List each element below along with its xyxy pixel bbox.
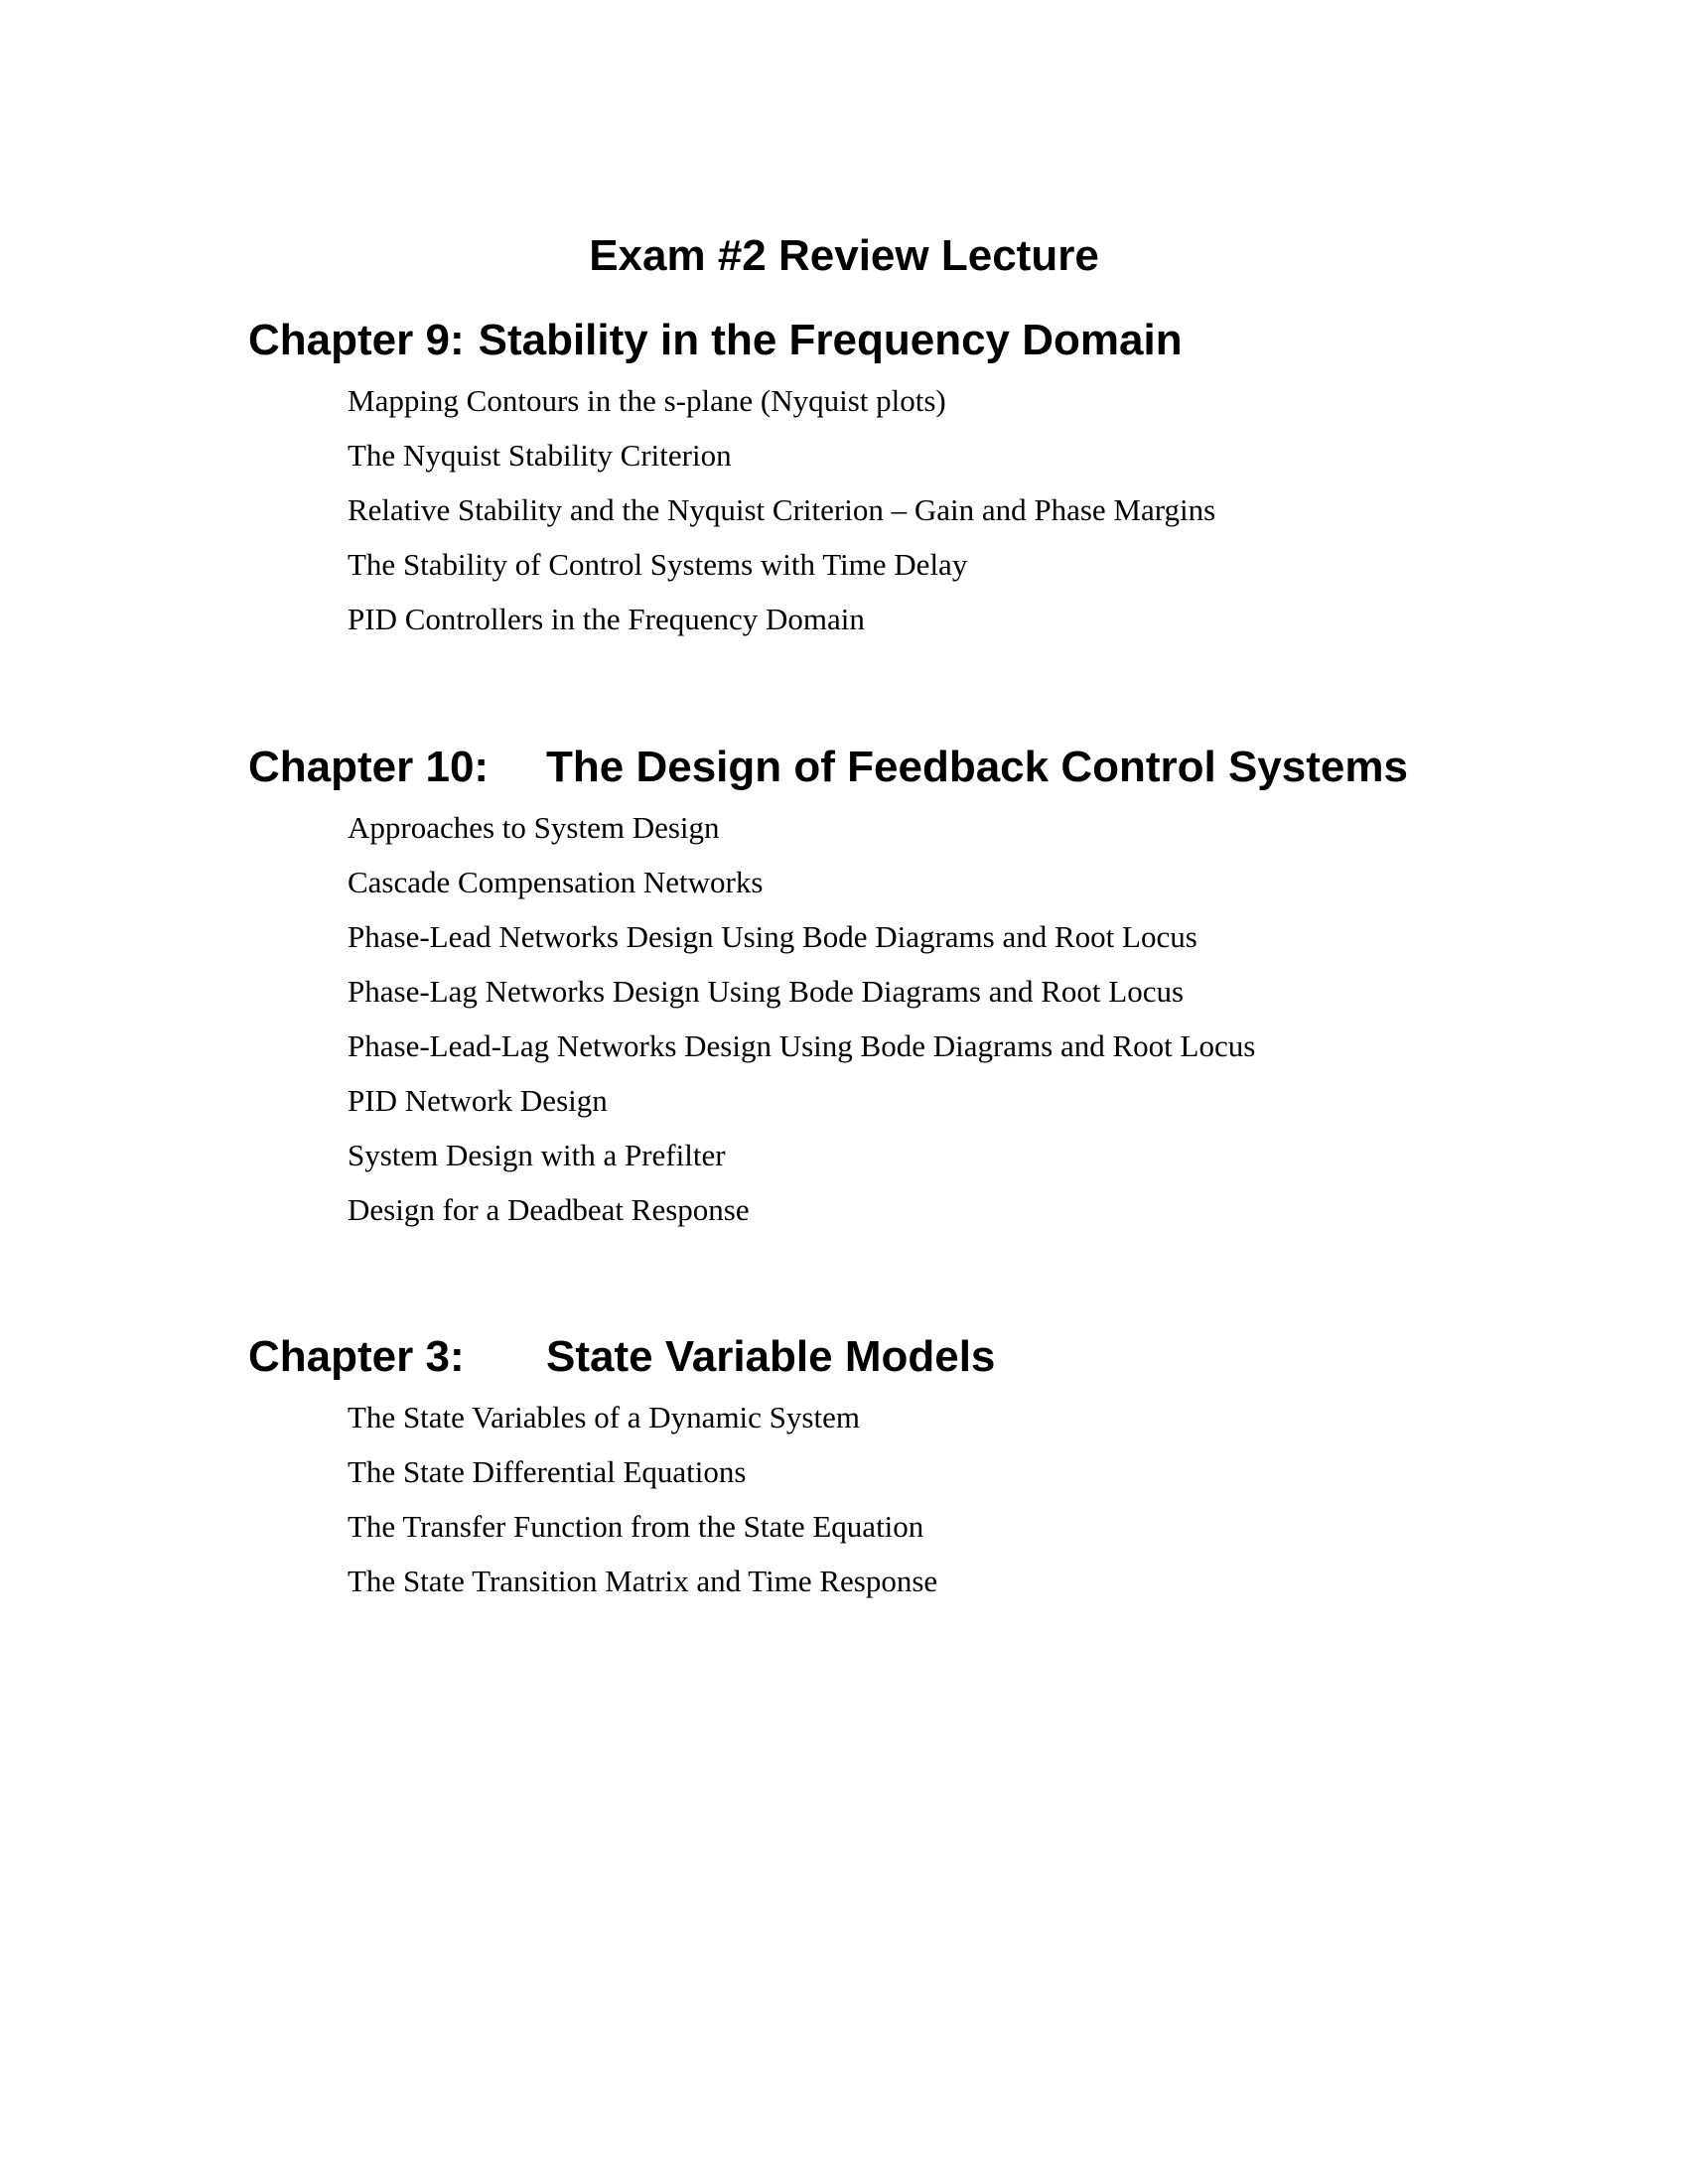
topic-item: Relative Stability and the Nyquist Criterion – Gain and Phase Margins: [348, 492, 1216, 527]
topic-item: Design for a Deadbeat Response: [348, 1192, 750, 1227]
chapter-3-section: [248, 1330, 1539, 1608]
chapter-number: Chapter 10:: [248, 743, 490, 791]
topic-item: Cascade Compensation Networks: [348, 865, 764, 899]
chapter-name: State Variable Models: [546, 1332, 996, 1381]
page-title: Exam #2 Review Lecture: [589, 231, 1099, 280]
topic-item: Phase-Lag Networks Design Using Bode Diagrams and Root Locus: [348, 974, 1185, 1009]
topic-item: Phase-Lead Networks Design Using Bode Diagrams and Root Locus: [348, 919, 1197, 954]
chapter-heading: [248, 1330, 1539, 1384]
topic-list: [248, 1390, 1539, 1608]
chapter-name: Stability in the Frequency Domain: [478, 316, 1183, 364]
topic-item: The State Transition Matrix and Time Response: [348, 1564, 938, 1598]
chapter-10-section: [248, 741, 1539, 1237]
topic-item: Mapping Contours in the s-plane (Nyquist plots): [348, 383, 946, 418]
chapter-number: Chapter 9:: [248, 316, 465, 364]
topic-item: The Transfer Function from the State Equation: [348, 1509, 924, 1544]
chapter-9-section: [248, 314, 1539, 646]
chapter-heading: [248, 314, 1539, 367]
topic-item: The State Differential Equations: [348, 1454, 747, 1489]
topic-item: PID Controllers in the Frequency Domain: [348, 602, 865, 636]
topic-item: The Nyquist Stability Criterion: [348, 438, 732, 473]
topic-item: Phase-Lead-Lag Networks Design Using Bode Diagrams and Root Locus: [348, 1028, 1256, 1063]
topic-item: The State Variables of a Dynamic System: [348, 1400, 860, 1434]
topic-item: PID Network Design: [348, 1083, 608, 1118]
chapter-heading: [248, 741, 1539, 794]
topic-list: [248, 373, 1539, 646]
topic-item: The Stability of Control Systems with Time Delay: [348, 547, 968, 582]
topic-list: [248, 800, 1539, 1237]
chapter-number: Chapter 3:: [248, 1332, 465, 1381]
topic-item: Approaches to System Design: [348, 810, 720, 845]
topic-item: System Design with a Prefilter: [348, 1138, 726, 1172]
chapter-name: The Design of Feedback Control Systems: [546, 743, 1408, 791]
